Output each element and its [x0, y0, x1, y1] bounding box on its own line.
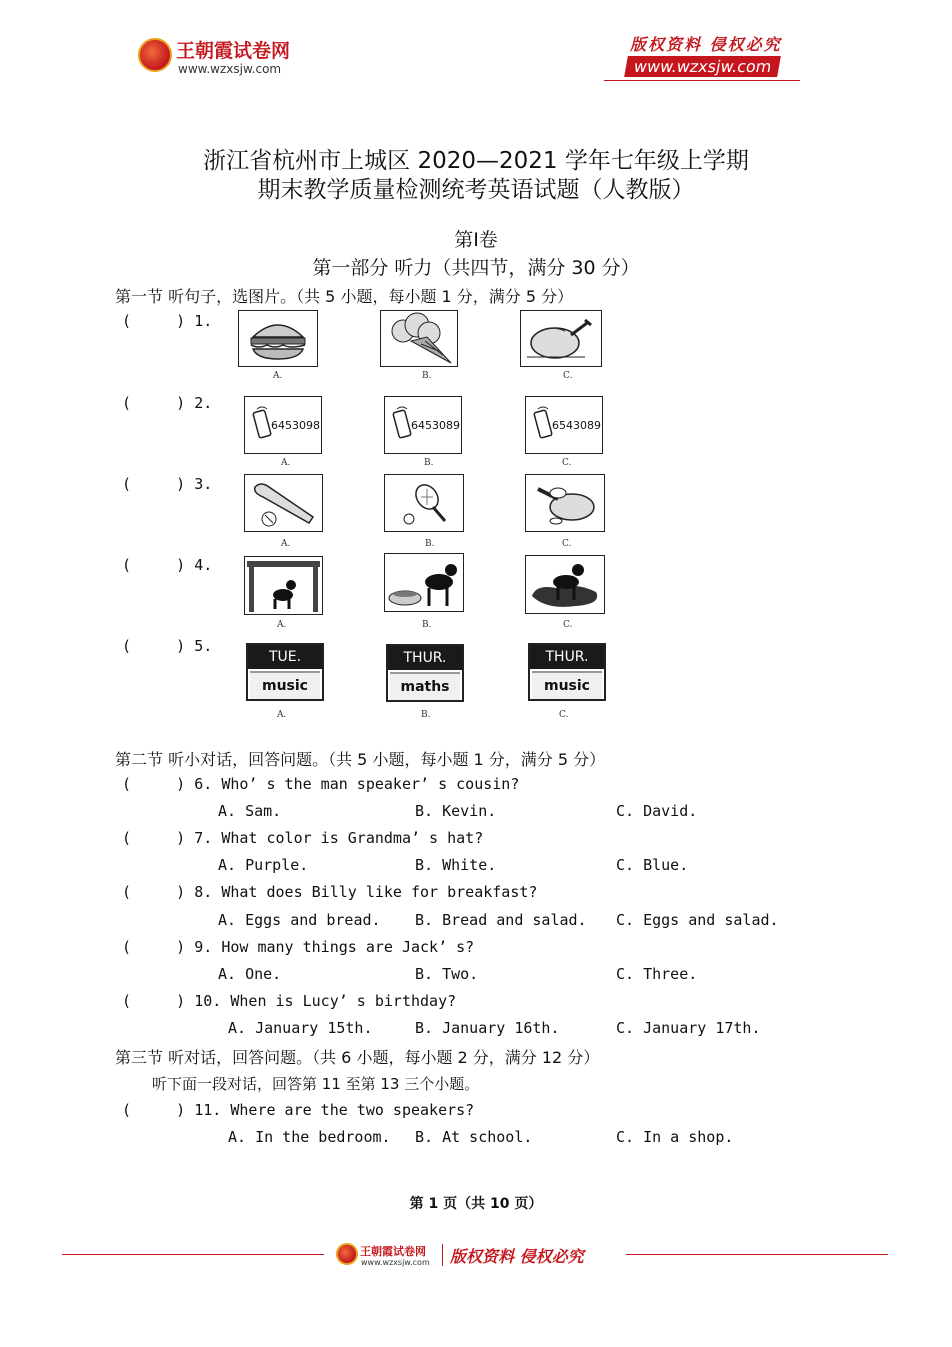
caption-c: C. — [563, 371, 573, 381]
caption-a: A. — [281, 539, 291, 549]
caption-a: A. — [281, 458, 291, 468]
doc-title-line2: 期末教学质量检测统考英语试题（人教版） — [257, 177, 695, 203]
footer-logo-seal-icon — [336, 1243, 358, 1265]
phone-number: 6543089 — [552, 419, 601, 432]
phone-number-card-c[interactable] — [525, 396, 603, 454]
section1-heading: 第一节 听句子，选图片。（共 5 小题，每小题 1 分，满分 5 分） — [115, 287, 574, 306]
question-label: ( ) 4. — [122, 556, 213, 574]
schedule-subject: maths — [390, 672, 460, 700]
roast-chicken-icon[interactable] — [520, 310, 602, 367]
option-a[interactable]: A. Eggs and bread. — [218, 911, 381, 929]
option-c[interactable]: C. Three. — [616, 965, 698, 983]
footer-logo-url: www.wzxsjw.com — [361, 1258, 430, 1267]
option-a[interactable]: A. Purple. — [218, 856, 309, 874]
option-b[interactable]: B. January 16th. — [415, 1019, 560, 1037]
caption-b: B. — [422, 371, 432, 381]
option-b[interactable]: B. Two. — [415, 965, 479, 983]
logo-seal-icon — [138, 38, 172, 72]
section3-heading: 第三节 听对话，回答问题。（共 6 小题，每小题 2 分，满分 12 分） — [115, 1048, 600, 1067]
footer-divider-right — [626, 1254, 888, 1255]
option-a[interactable]: A. In the bedroom. — [228, 1128, 391, 1146]
schedule-subject: music — [532, 671, 602, 699]
doc-title-line1: 浙江省杭州市上城区 2020—2021 学年七年级上学期 — [203, 148, 749, 174]
question-text: ( ) 10. When is Lucy’ s birthday? — [122, 992, 457, 1010]
schedule-day: THUR. — [388, 646, 462, 670]
question-text: ( ) 9. How many things are Jack’ s? — [122, 938, 475, 956]
option-c[interactable]: C. Blue. — [616, 856, 689, 874]
header-underline — [604, 80, 800, 81]
page-number: 第 1 页（共 10 页） — [409, 1196, 543, 1212]
footer-divider-left — [62, 1254, 324, 1255]
question-text: ( ) 11. Where are the two speakers? — [122, 1101, 475, 1119]
tennis-racket-icon[interactable] — [384, 474, 464, 532]
caption-b: B. — [421, 710, 431, 720]
option-b[interactable]: B. Bread and salad. — [415, 911, 587, 929]
question-label: ( ) 3. — [122, 475, 213, 493]
option-a[interactable]: A. Sam. — [218, 802, 282, 820]
question-label: ( ) 2. — [122, 394, 213, 412]
option-a[interactable]: A. One. — [218, 965, 282, 983]
option-b[interactable]: B. White. — [415, 856, 497, 874]
ice-cream-icon[interactable] — [380, 310, 458, 367]
schedule-card-b[interactable] — [386, 644, 464, 702]
schedule-day: THUR. — [530, 645, 604, 669]
option-c[interactable]: C. Eggs and salad. — [616, 911, 779, 929]
copyright-slogan: 版权资料 侵权必究 — [630, 35, 782, 54]
dog-on-puddle-icon[interactable] — [525, 555, 605, 614]
option-a[interactable]: A. January 15th. — [228, 1019, 373, 1037]
part1-heading: 第一部分 听力（共四节，满分 30 分） — [312, 257, 640, 279]
footer-slogan: 版权资料 侵权必究 — [450, 1247, 584, 1266]
url-banner: www.wzxsjw.com — [624, 56, 781, 77]
phone-number: 6453098 — [271, 419, 320, 432]
caption-a: A. — [277, 620, 287, 630]
caption-a: A. — [277, 710, 287, 720]
schedule-day: TUE. — [248, 645, 322, 669]
volume-heading: 第Ⅰ卷 — [454, 229, 498, 251]
question-text: ( ) 7. What color is Grandma’ s hat? — [122, 829, 484, 847]
dog-with-bowl-icon[interactable] — [384, 553, 464, 612]
phone-number: 6453089 — [411, 419, 460, 432]
question-text: ( ) 8. What does Billy like for breakfast? — [122, 883, 538, 901]
section2-heading: 第二节 听小对话，回答问题。（共 5 小题，每小题 1 分，满分 5 分） — [115, 750, 606, 769]
option-b[interactable]: B. At school. — [415, 1128, 533, 1146]
dog-under-table-icon[interactable] — [244, 556, 323, 615]
caption-c: C. — [562, 539, 572, 549]
logo-url: www.wzxsjw.com — [178, 62, 282, 76]
question-label: ( ) 1. — [122, 312, 213, 330]
option-c[interactable]: C. In a shop. — [616, 1128, 734, 1146]
schedule-card-c[interactable] — [528, 643, 606, 701]
hamburger-icon[interactable] — [238, 310, 318, 367]
caption-c: C. — [562, 458, 572, 468]
section3-intro: 听下面一段对话，回答第 11 至第 13 三个小题。 — [152, 1075, 480, 1093]
schedule-subject: music — [250, 671, 320, 699]
phone-number-card-a[interactable] — [244, 396, 322, 454]
schedule-card-a[interactable] — [246, 643, 324, 701]
caption-c: C. — [559, 710, 569, 720]
phone-number-card-b[interactable] — [384, 396, 462, 454]
caption-c: C. — [563, 620, 573, 630]
option-c[interactable]: C. David. — [616, 802, 698, 820]
ping-pong-icon[interactable] — [525, 474, 605, 532]
option-b[interactable]: B. Kevin. — [415, 802, 497, 820]
baseball-bat-icon[interactable] — [244, 474, 323, 532]
question-label: ( ) 5. — [122, 637, 213, 655]
caption-b: B. — [424, 458, 434, 468]
question-text: ( ) 6. Who’ s the man speaker’ s cousin? — [122, 775, 520, 793]
option-c[interactable]: C. January 17th. — [616, 1019, 761, 1037]
caption-a: A. — [273, 371, 283, 381]
footer-logo-name: 王朝霞试卷网 — [360, 1245, 426, 1258]
footer-separator — [442, 1244, 443, 1266]
caption-b: B. — [425, 539, 435, 549]
caption-b: B. — [422, 620, 432, 630]
logo-name: 王朝霞试卷网 — [176, 40, 291, 62]
